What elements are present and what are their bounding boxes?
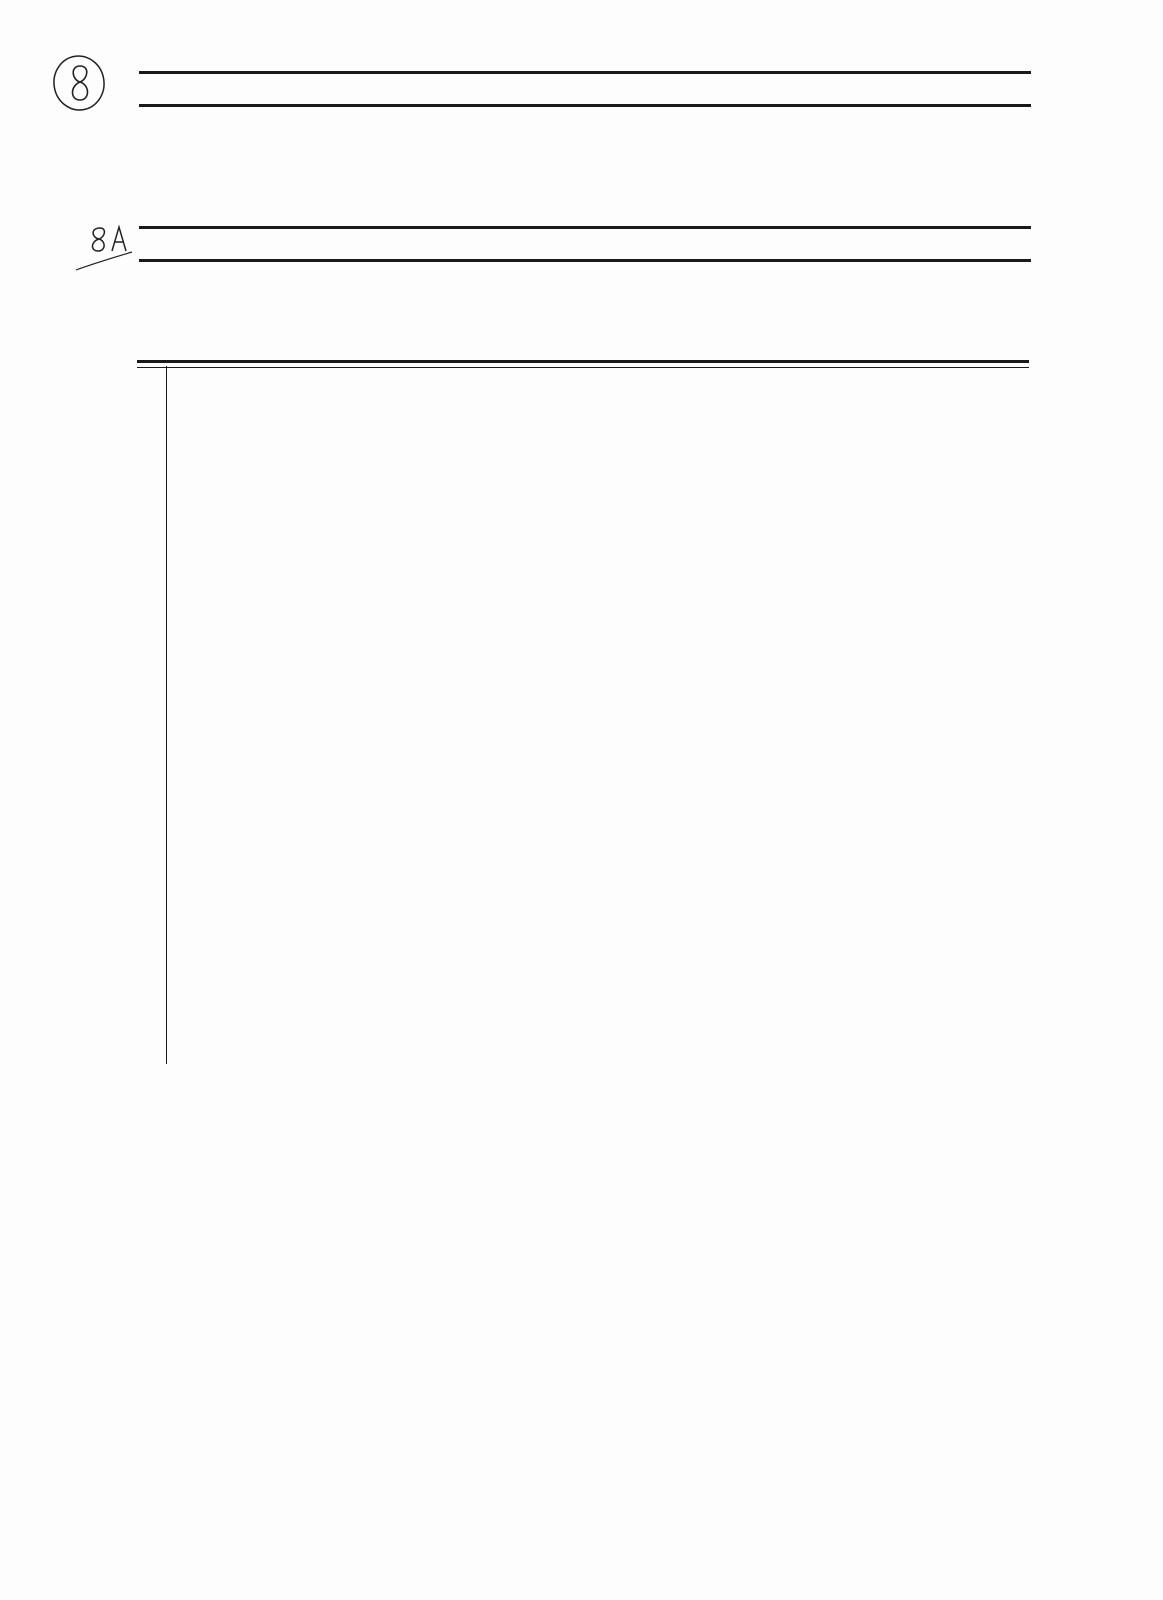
husband-heading [152,79,245,99]
handwritten-8a-annotation [72,222,142,274]
rule-children-top-2 [137,367,1029,368]
rule-wife-top [139,226,1031,229]
circled-number-annotation [50,48,108,114]
rule-husband-bottom [139,104,1031,107]
rule-children-top [137,360,1029,363]
children-column-divider [166,366,167,1064]
wife-heading [152,234,245,254]
rule-wife-bottom [139,259,1031,262]
rule-husband-top [139,71,1031,74]
